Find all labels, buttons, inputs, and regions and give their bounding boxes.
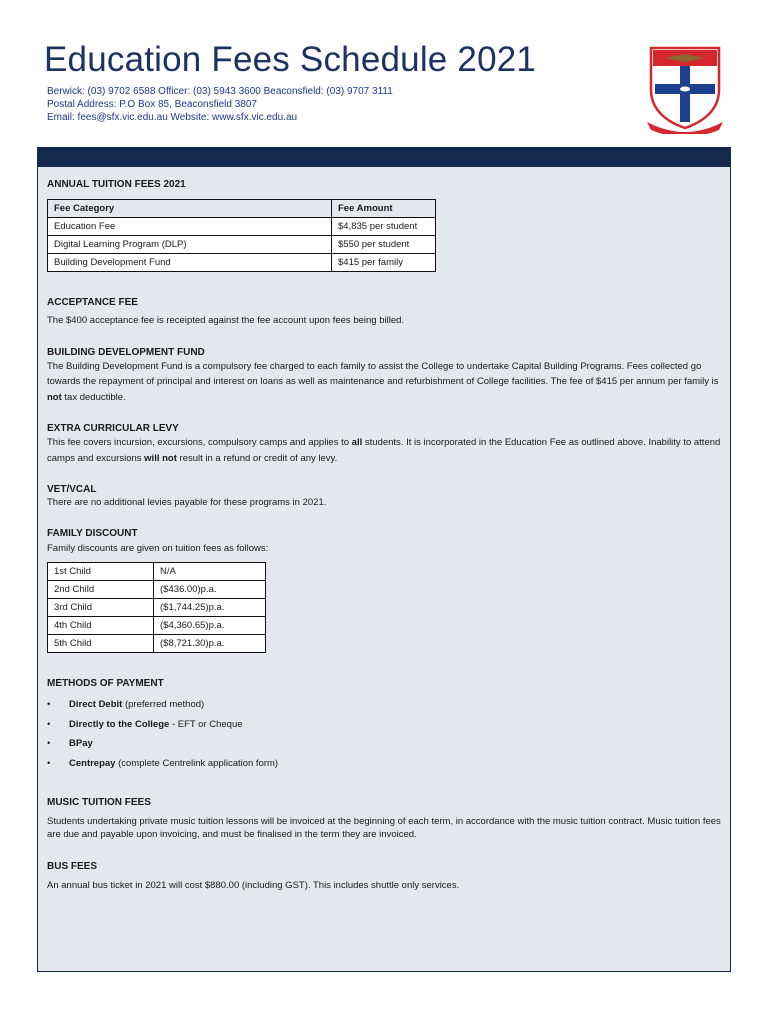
- table-row: [48, 581, 266, 599]
- table-row: [48, 236, 436, 254]
- list-item: • Directly to the College - EFT or Cheque: [47, 715, 723, 735]
- table-row: [48, 563, 266, 581]
- child-order: 2nd Child: [48, 581, 154, 599]
- table-row: [48, 635, 266, 653]
- bus-text: An annual bus ticket in 2021 will cost $880.00 (including GST). This includes shuttle only services.: [47, 880, 460, 891]
- fee-amount: $4,835 per student: [332, 218, 436, 236]
- fee-category: Building Development Fund: [48, 254, 332, 272]
- levy-text: This fee covers incursion, excursions, compulsory camps and applies to all students. It is incorporated in the Education Fee as outlined above. Inability to attend camps and excursions will not result in a refund or credit of any levy.: [47, 437, 721, 464]
- bdf-heading: BUILDING DEVELOPMENT FUND: [47, 346, 205, 358]
- acceptance-heading: ACCEPTANCE FEE: [47, 297, 138, 308]
- table-header-row: [48, 200, 436, 218]
- list-item: • BPay: [47, 734, 723, 754]
- child-discount: N/A: [154, 563, 266, 581]
- page-title: Education Fees Schedule 2021: [44, 40, 537, 79]
- child-order: 5th Child: [48, 635, 154, 653]
- list-item: • Direct Debit (preferred method): [47, 695, 723, 715]
- discount-heading: FAMILY DISCOUNT: [47, 527, 138, 539]
- levy-heading: EXTRA CURRICULAR LEVY: [47, 423, 179, 434]
- header-band: [38, 148, 730, 167]
- table-row: [48, 599, 266, 617]
- child-order: 4th Child: [48, 617, 154, 635]
- bdf-text: The Building Development Fund is a compulsory fee charged to each family to assist the College to undertake Capital Building Programs. Fees collected go towards the repayment of principal and interest on loans as well as maintenance and refurbishment of College facilities. The fee of $415 per annum per family is not tax deductible.: [47, 360, 719, 403]
- panel-content: [47, 178, 723, 894]
- tuition-heading: ANNUAL TUITION FEES 2021: [47, 179, 186, 190]
- contact-block: [47, 85, 393, 124]
- tuition-table: [47, 199, 436, 272]
- table-row: [48, 218, 436, 236]
- contact-phones: Berwick: (03) 9702 6588 Officer: (03) 5943 3600 Beaconsfield: (03) 9707 3111: [47, 86, 393, 97]
- bus-heading: BUS FEES: [47, 861, 98, 872]
- email-website: Email: fees@sfx.vic.edu.au Website: www.sfx.vic.edu.au: [47, 112, 298, 123]
- child-discount: ($1,744.25)p.a.: [154, 599, 266, 617]
- fees-panel: [37, 147, 731, 972]
- col-header-amount: Fee Amount: [332, 200, 436, 218]
- child-discount: ($4,360.65)p.a.: [154, 617, 266, 635]
- payment-list: [47, 695, 723, 773]
- col-header-category: Fee Category: [48, 200, 332, 218]
- bullet: •: [47, 738, 51, 749]
- fee-amount: $415 per family: [332, 254, 436, 272]
- college-crest-logo: [645, 44, 725, 134]
- discount-table: [47, 562, 266, 653]
- discount-intro: Family discounts are given on tuition fees as follows:: [47, 542, 269, 554]
- postal-address: Postal Address: P.O Box 85, Beaconsfield 3807: [47, 99, 257, 110]
- fee-amount: $550 per student: [332, 236, 436, 254]
- fee-category: Digital Learning Program (DLP): [48, 236, 332, 254]
- table-row: [48, 617, 266, 635]
- child-discount: ($8,721.30)p.a.: [154, 635, 266, 653]
- vet-heading: VET/VCAL: [47, 484, 97, 495]
- child-order: 1st Child: [48, 563, 154, 581]
- bullet: •: [47, 757, 51, 769]
- child-order: 3rd Child: [48, 599, 154, 617]
- vet-text: There are no additional levies payable for these programs in 2021.: [47, 497, 327, 508]
- table-row: [48, 254, 436, 272]
- child-discount: ($436.00)p.a.: [154, 581, 266, 599]
- list-item: • Centrepay (complete Centrelink application form): [47, 754, 723, 774]
- bullet: •: [47, 718, 51, 730]
- music-text: Students undertaking private music tuition lessons will be invoiced at the beginning of each term, in accordance with the music tuition contract. Music tuition fees are due and payable upon invoicing, and must be finalised in the term they are invoiced.: [47, 816, 721, 840]
- fee-category: Education Fee: [48, 218, 332, 236]
- music-heading: MUSIC TUITION FEES: [47, 797, 151, 808]
- payment-heading: METHODS OF PAYMENT: [47, 678, 164, 689]
- acceptance-text: The $400 acceptance fee is receipted against the fee account upon fees being billed.: [47, 315, 405, 326]
- bullet: •: [47, 699, 51, 710]
